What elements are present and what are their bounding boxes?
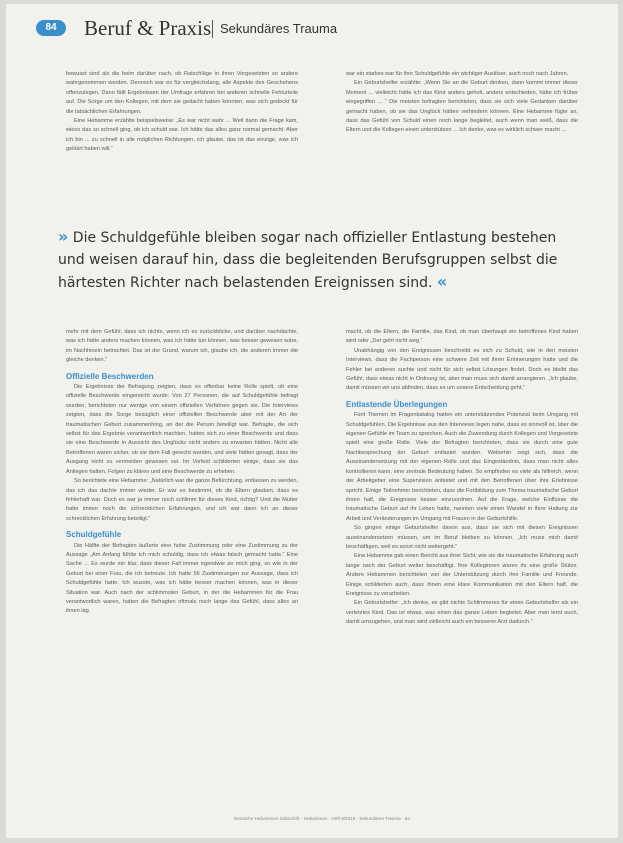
page-header — [36, 16, 596, 46]
page-number-badge: 84 — [36, 20, 66, 36]
paragraph: macht, ob die Eltern, die Familie, das Kind, ob man überhaupt ein betroffenes Kind haben wird oder „Der geht nicht weg.“ — [346, 329, 578, 345]
section-title: Beruf & Praxis — [84, 16, 212, 40]
subheading-guilt: Schuldgefühle — [66, 530, 122, 540]
bottom-right-column — [346, 328, 578, 796]
paragraph: bewusst sind als die beim darüber nach, ob Ratschläge in ihren Vorgesetzten so andere wahrgenommen werden. Dennoch war es für vergleichslang, alle Aspekte des Geschehens offenzulegen. Dann fällt Ergebnissen der Umfrage erfahren bei anderen schnelle Fehlurteile auf. Die Sorge um den Kollegen, mit dem sie gedacht haben könnten, was sich gedeckt für die tatsächlichen Erfahrungen. — [66, 71, 298, 115]
pull-quote-text: Die Schuldgefühle bleiben sogar nach offizieller Entlastung bestehen und weisen darauf hin, dass die begleitenden Berufsgruppen selbst die härtesten Richter nach belastenden Ereignissen sind. — [58, 230, 558, 291]
paragraph: So gingen einige Geburtshelfer davon aus, dass sie sich mit diesen Ereignissen auseinandersetzen müssen, um im Beruf bleiben zu können. „Ich muss mich damit beschäftigen, weil es sonst nicht weitergeht.“ — [346, 525, 578, 550]
paragraph: Die Hälfte der Befragten äußerte eine hohe Zustimmung oder eine Zustimmung zu der Aussage „Am Anfang fühlte ich mich schuldig, dass ich etwas falsch gemacht hatte.“ Eine Sache ... Es wurde mir klar, dass dieser Fall immer irgendwie an mich ging, so wie in der Geburt bei einer Frau, die ich betreute. Ich hatte 56 Zustimmungen zur Aussage, dass ich Schuldgefühle hatte. Ich wusste, was ich hätte besser machen können, was in dieser Situation war. Auch nach der schlimmsten Geburt, in der die Hebammen für die Frau verantwortlich waren, hatten die Befragten oftmals noch lange das Gefühl, dass alles an ihnen lag. — [66, 542, 298, 615]
paragraph: Unabhängig von den Ereignissen beschreibt es sich zu Schuld, wie in den meisten Interviews, dass die Fachperson eine schwere Zeit mit ihren Erinnerungen hatte und die Fehler bei anderen suchte und nicht für sich selbst Lösungen findet. Doch es bleibt das Gefühl, dass etwas nicht in Ordnung ist, aber man muss sich damit arrangieren. „Ich glaube, damit müssen wir uns abfinden, dass es um unsere Entscheidung geht.“ — [346, 347, 578, 392]
paragraph: Eine Hebamme gab einen Bericht aus ihrer Sicht, wie sie die traumatische Erfahrung auch lange nach der Geburt weiter beschäftigt. Ihre Kolleginnen waren ihr eine große Stütze. Andere Hebammen berichteten von der Unterstützung durch ihre Familie und Freunde. Einige schilderten auch, dass ihnen eine klare Kommunikation mit den Eltern half, die Ereignisse zu verarbeiten. — [346, 553, 578, 597]
paragraph: Fünf Themen im Fragenkatalog hatten ein unterstützendes Potenzial beim Umgang mit Schuldgefühlen. Die Ergebnisse aus den Interviews legen nahe, dass es sinnvoll ist, über die eigenen Gefühle im Team zu sprechen. Auch die Zuwendung durch Kollegen und Vorgesetzte spielt eine große Rolle. Viele der Befragten berichteten, dass sie durch eine gute Nachbesprechung der Geburt entlastet wurden. Weiterhin zeigt sich, dass die Auseinandersetzung mit der eigenen Rolle und das Eingeständnis, dass man nicht alles kontrollieren kann, eine zentrale Bedeutung haben. So empfinden es viele als hilfreich, wenn der Arbeitgeber eine Supervision anbietet und mit den Betroffenen über ihre Erlebnisse spricht. Einige Teilnehmer berichteten, dass die Fortbildung zum Thema traumatische Geburt ihnen half, die Ereignisse besser einzuordnen. Auf die Frage, welche Einflüsse die traumatische Geburt auf ihr Leben hatte, nannten viele einen Wandel in ihrer Haltung zur Arbeit und Veränderungen im Umgang mit Frauen in der Geburtshilfe. — [346, 412, 578, 522]
header-divider — [212, 20, 213, 38]
paragraph: Die Ergebnisse der Befragung zeigten, dass es offenbar keine Rolle spielt, ob eine offizielle Beschwerde eingereicht wurde: Von 27 Personen, die auf Schuldgefühle befragt wurden, berichteten nur wenige von einem offiziellen Verfahren gegen sie. Die Interviews zeigten, dass die Sorge bezüglich einer offiziellen Beschwerde aber mit der Art der traumatischen Geburt zusammenhing, an der die Person beteiligt war. Befragte, die sich selbst für das Ergebnis verantwortlich machten, hatten sich zu einer Beschwerde und dass sie eine Beschwerde in Aussicht des Unglücks nicht anders zu erwarten hätten. Nicht alle Betroffenen waren sicher, ob sie dem Fall gerecht wurden, und viele hätten gesagt, dass der Ausgang nicht zu vermeiden gewesen sei. Im Vorfeld schilderten einige, dass sie das Anliegen hatten, Folgen zu klären und eine Beschwerde zu erheben. — [66, 384, 298, 475]
top-right-column — [346, 70, 578, 202]
quote-open-mark: » — [58, 227, 69, 246]
paragraph: Ein Geburtshelfer erzählte: „Wenn Sie an die Geburt denken, dann kommt immer dieser Moment ... vielleicht hätte ich das Kind anders geholt, anders entschieden, hätte ich früher eingegriffen ... “ Die meisten befragten berichteten, dass sie sich viele Gedanken darüber gemacht haben, ob sie das Unglück hätten verhindern können. Eine Hebamme fügte an, dass das Gefühl von Schuld einen noch lange begleitet, auch wenn man weiß, dass die Eltern und die Kollegen einen unterstützen ... Ich denke, was es wirklich schwer macht ... — [346, 80, 578, 134]
pull-quote — [58, 226, 558, 294]
paragraph: mehr mit dem Gefühl, dass ich nichts, wenn ich es zurückblicke, und darüber nachdachte, was ich hätte anders machen können, was ich hätte tun können, was besser gewesen wäre, im Nachhinein betrachtet. Das ist der Grund, warum ich, glaube ich, die anderen immer die gleiche denken.“ — [66, 329, 298, 364]
page-footer: Deutsche Hebammen Zeitschrift · Hebammen · Heft 8/2019 · Sekundäres Trauma · 84 — [234, 816, 410, 821]
paragraph: war ein starkes war für ihre Schuldgefühle ein wichtiger Auslöser, auch noch nach Jahren. — [346, 71, 569, 77]
magazine-page — [6, 4, 618, 838]
quote-close-mark: « — [436, 272, 448, 291]
subheading-relieving-considerations: Entlastende Überlegungen — [346, 399, 448, 409]
paragraph: Ein Geburtshelfer: „Ich denke, es gibt nichts Schlimmeres für einen Geburtshelfer als ein verletztes Kind. Das ist etwas, was einen das ganze Leben begleitet. Aber man lernt auch, damit umzugehen, und man wird vielleicht auch ein besserer Arzt dadurch.“ — [346, 600, 578, 626]
subheading-official-complaints: Offizielle Beschwerden — [66, 371, 154, 381]
bottom-left-column — [66, 328, 298, 796]
top-left-column — [66, 70, 298, 202]
paragraph: Eine Hebamme erzählte beispielsweise: „Es war nicht wahr ... Weil dann die Frage kam, wieso das so schnell ging, ob ich schuld war. Ich hätte das alles ganz normal gemacht. Aber ich bin ... zu schnell in alle möglichen Richtungen, ich glaube, das ist das einzige, was ich geklärt haben will.“ — [66, 118, 298, 153]
paragraph: So berichtete eine Hebamme: „Natürlich war die ganze Befürchtung, entlassen zu werden, das ich das dachte immer wieder. Er war es bestimmt, ob die Eltern glauben, dass es fehlerhaft war. Doch es war ja immer noch schlimm für dieses Kind, richtig? Und die Mutter hatte immer noch die schrecklichen Erfahrungen, und ich war dann ich an dieser schrecklichen Erfahrung beteiligt.“ — [66, 478, 298, 522]
section-subtitle: Sekundäres Trauma — [220, 21, 338, 36]
